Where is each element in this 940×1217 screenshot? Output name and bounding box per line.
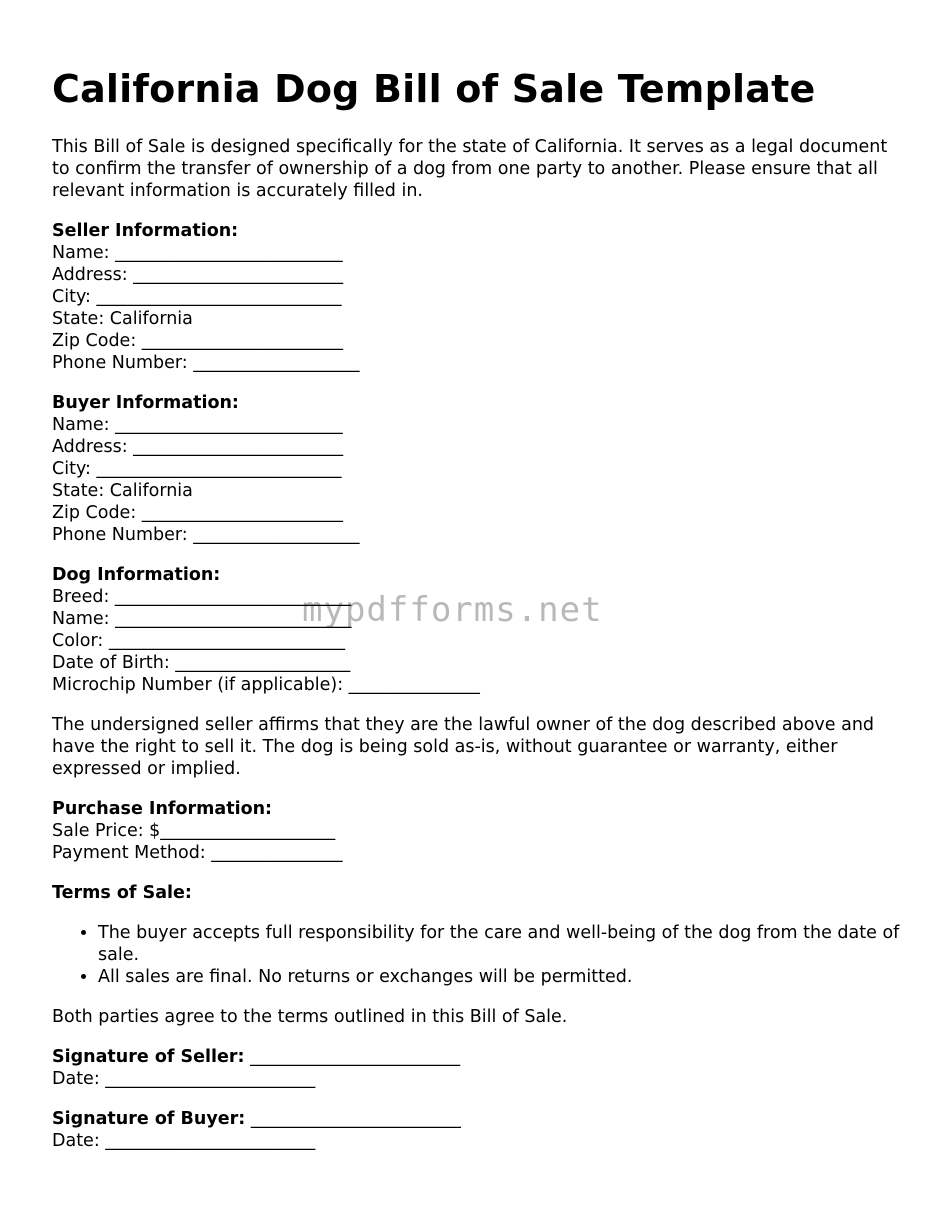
terms-item: • The buyer accepts full responsibility for the care and well-being of the dog from the date of sale. bbox=[98, 922, 902, 966]
purchase-section bbox=[52, 798, 902, 864]
dog-section bbox=[52, 564, 902, 696]
terms-list bbox=[52, 922, 902, 988]
seller-state-field: State: California bbox=[52, 309, 193, 329]
seller-signature-section bbox=[52, 1046, 902, 1090]
seller-signature-label: Signature of Seller: bbox=[52, 1047, 245, 1067]
payment-method-field: Payment Method: _______________ bbox=[52, 843, 343, 863]
terms-heading: Terms of Sale: bbox=[52, 883, 192, 903]
buyer-address-field: Address: ________________________ bbox=[52, 437, 344, 457]
dog-microchip-field: Microchip Number (if applicable): _______________ bbox=[52, 675, 480, 695]
seller-address-field: Address: ________________________ bbox=[52, 265, 344, 285]
buyer-signature-section bbox=[52, 1108, 902, 1152]
dog-name-field: Name: ___________________________ bbox=[52, 609, 352, 629]
sale-price-field: Sale Price: $____________________ bbox=[52, 821, 336, 841]
dog-dob-field: Date of Birth: ____________________ bbox=[52, 653, 351, 673]
buyer-section bbox=[52, 392, 902, 546]
seller-signature-line: ________________________ bbox=[244, 1047, 461, 1067]
page-title: California Dog Bill of Sale Template bbox=[52, 67, 816, 111]
seller-date-field: Date: ________________________ bbox=[52, 1069, 316, 1089]
agreement-paragraph: Both parties agree to the terms outlined in this Bill of Sale. bbox=[52, 1007, 568, 1027]
buyer-signature-line: ________________________ bbox=[245, 1109, 461, 1129]
buyer-date-field: Date: ________________________ bbox=[52, 1131, 316, 1151]
seller-city-field: City: ____________________________ bbox=[52, 287, 342, 307]
buyer-heading: Buyer Information: bbox=[52, 393, 239, 413]
dog-breed-field: Breed: ___________________________ bbox=[52, 587, 352, 607]
seller-zip-field: Zip Code: _______________________ bbox=[52, 331, 344, 351]
seller-name-field: Name: __________________________ bbox=[52, 243, 343, 263]
purchase-heading: Purchase Information: bbox=[52, 799, 273, 819]
terms-item: • All sales are final. No returns or exchanges will be permitted. bbox=[98, 966, 902, 988]
buyer-signature-label: Signature of Buyer: bbox=[52, 1109, 246, 1129]
buyer-city-field: City: ____________________________ bbox=[52, 459, 342, 479]
affirmation-paragraph: The undersigned seller affirms that they are the lawful owner of the dog described above and have the right to sell it. The dog is being sold as-is, without guarantee or warranty, either expressed or implied. bbox=[52, 715, 875, 779]
seller-phone-field: Phone Number: ___________________ bbox=[52, 353, 360, 373]
intro-paragraph: This Bill of Sale is designed specifically for the state of California. It serves as a legal document to confirm the transfer of ownership of a dog from one party to another. Please ensure that all relevant information is accurately filled in. bbox=[52, 137, 888, 201]
buyer-name-field: Name: __________________________ bbox=[52, 415, 343, 435]
seller-heading: Seller Information: bbox=[52, 221, 239, 241]
buyer-zip-field: Zip Code: _______________________ bbox=[52, 503, 344, 523]
watermark: mypdfforms.net bbox=[302, 590, 603, 630]
buyer-phone-field: Phone Number: ___________________ bbox=[52, 525, 360, 545]
seller-section bbox=[52, 220, 902, 374]
buyer-state-field: State: California bbox=[52, 481, 193, 501]
dog-heading: Dog Information: bbox=[52, 565, 221, 585]
dog-color-field: Color: ___________________________ bbox=[52, 631, 346, 651]
